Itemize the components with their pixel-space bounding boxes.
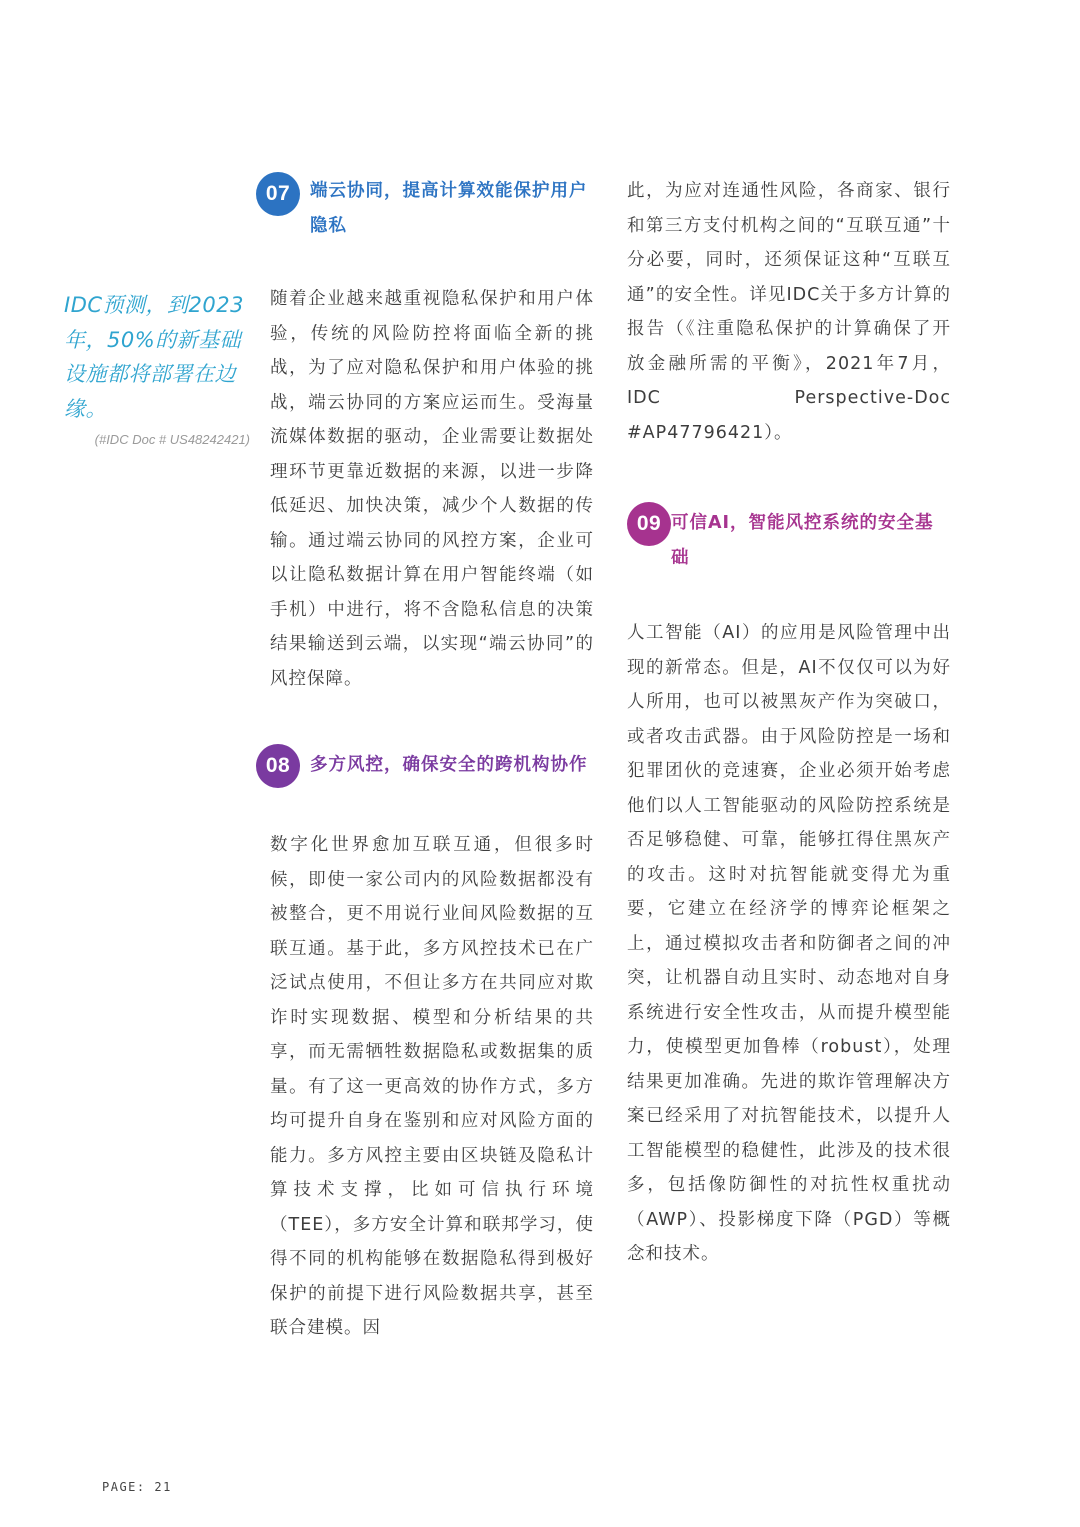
section-07-number-badge: 07 [256,172,300,216]
page-number: PAGE: 21 [102,1480,172,1494]
section-09-title: 可信AI，智能风控系统的安全基础 [671,513,934,568]
section-08-body-continued: 此，为应对连通性风险，各商家、银行和第三方支付机构之间的“互联互通”十分必要，同时，还须保证这种“互联互通”的安全性。详见IDC关于多方计算的报告（《注重隐私保护的计算确保了开放金融所需的平衡》，2021年7月，IDC Perspective-Doc #AP47796421）。 [627,181,951,443]
section-09-heading [627,502,951,576]
pull-quote [64,288,250,447]
section-09-number-badge: 09 [627,502,671,546]
section-08-body: 数字化世界愈加互联互通，但很多时候，即使一家公司内的风险数据都没有被整合，更不用说行业间风险数据的互联互通。基于此，多方风控技术已在广泛试点使用，不但让多方在共同应对欺诈时实现数据、模型和分析结果的共享，而无需牺牲数据隐私或数据集的质量。有了这一更高效的协作方式，多方均可提升自身在鉴别和应对风险方面的能力。多方风控主要由区块链及隐私计算技术支撑，比如可信执行环境（TEE），多方安全计算和联邦学习，使得不同的机构能够在数据隐私得到极好保护的前提下进行风险数据共享，甚至联合建模。因 [270,835,594,1338]
section-07-body: 随着企业越来越重视隐私保护和用户体验，传统的风险防控将面临全新的挑战，为了应对隐私保护和用户体验的挑战，端云协同的方案应运而生。受海量流媒体数据的驱动，企业需要让数据处理环节更靠近数据的来源，以进一步降低延迟、加快决策，减少个人数据的传输。通过端云协同的风控方案，企业可以让隐私数据计算在用户智能终端（如手机）中进行，将不含隐私信息的决策结果输送到云端，以实现“端云协同”的风控保障。 [270,289,594,689]
left-column [265,172,594,1346]
right-column [627,172,951,1272]
section-07-title: 端云协同，提高计算效能保护用户隐私 [310,181,588,236]
section-09-body: 人工智能（AI）的应用是风险管理中出现的新常态。但是，AI不仅仅可以为好人所用，也可以被黑灰产作为突破口，或者攻击武器。由于风险防控是一场和犯罪团伙的竞速赛，企业必须开始考虑他们以人工智能驱动的风险防控系统是否足够稳健、可靠，能够扛得住黑灰产的攻击。这时对抗智能就变得尤为重要，它建立在经济学的博弈论框架之上，通过模拟攻击者和防御者之间的冲突，让机器自动且实时、动态地对自身系统进行安全性攻击，从而提升模型能力，使模型更加鲁棒（robust），处理结果更加准确。先进的欺诈管理解决方案已经采用了对抗智能技术，以提升人工智能模型的稳健性，此涉及的技术很多，包括像防御性的对抗性权重扰动（AWP）、投影梯度下降（PGD）等概念和技术。 [627,623,951,1264]
section-08-heading [256,744,594,788]
pull-quote-text: IDC预测，到2023年，50%的新基础设施都将部署在边缘。 [64,293,244,421]
section-08-title: 多方风控，确保安全的跨机构协作 [310,755,588,775]
pull-quote-reference: (#IDC Doc # US48242421) [94,432,250,447]
section-07-heading [256,172,594,244]
section-08-number-badge: 08 [256,744,300,788]
